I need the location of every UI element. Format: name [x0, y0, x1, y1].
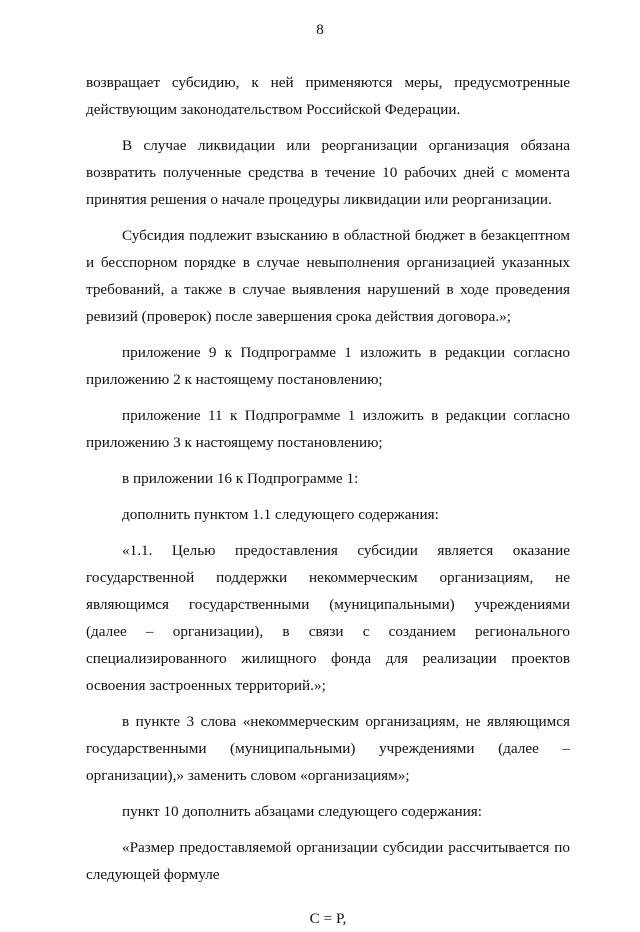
- paragraph-spacing: [86, 789, 570, 798]
- paragraph: [86, 69, 570, 123]
- text-line: освоения застроенных территорий.»;: [86, 677, 326, 694]
- text-line: ревизий (проверок) после завершения срока действия договора.»;: [86, 308, 511, 325]
- paragraph: [86, 132, 570, 213]
- paragraph: [86, 708, 570, 789]
- text-line: следующей формуле: [86, 866, 220, 883]
- text-line: «1.1. Целью предоставления субсидии является оказание: [122, 542, 570, 559]
- paragraph: [86, 834, 570, 888]
- text-line: в пункте 3 слова «некоммерческим организациям, не являющимся: [122, 713, 570, 730]
- paragraph: [86, 537, 570, 699]
- text-line: приложению 2 к настоящему постановлению;: [86, 371, 383, 388]
- text-line: организации),» заменить словом «организациям»;: [86, 767, 410, 784]
- paragraph: [86, 339, 570, 393]
- paragraph-spacing: [86, 123, 570, 132]
- page-number: 8: [316, 22, 324, 38]
- text-line: специализированного жилищного фонда для реализации проектов: [86, 650, 570, 667]
- text-line: «Размер предоставляемой организации субсидии рассчитывается по: [122, 839, 570, 856]
- paragraph: [86, 402, 570, 456]
- text-line: в приложении 16 к Подпрограмме 1:: [122, 470, 359, 487]
- text-line: действующим законодательством Российской Федерации.: [86, 101, 461, 118]
- text-line: являющимся государственными (муниципальными) учреждениями: [86, 596, 570, 613]
- paragraph-spacing: [86, 888, 570, 897]
- text-line: возвращает субсидию, к ней применяются меры, предусмотренные: [86, 74, 570, 91]
- paragraph-spacing: [86, 825, 570, 834]
- text-line: возвратить полученные средства в течение 10 рабочих дней с момента: [86, 164, 570, 181]
- text-line: Субсидия подлежит взысканию в областной бюджет в безакцептном: [122, 227, 570, 244]
- paragraph: [86, 798, 570, 825]
- text-line: государственной поддержки некоммерческим организациям, не: [86, 569, 570, 586]
- formula: С = Р,: [309, 910, 347, 927]
- text-line: дополнить пунктом 1.1 следующего содержания:: [122, 506, 439, 523]
- text-line: В случае ликвидации или реорганизации организация обязана: [122, 137, 570, 154]
- paragraph-spacing: [86, 528, 570, 537]
- paragraph-spacing: [86, 393, 570, 402]
- paragraph: [86, 501, 570, 528]
- text-line: (далее – организации), в связи с созданием регионального: [86, 623, 570, 640]
- text-line: приложение 11 к Подпрограмме 1 изложить в редакции согласно: [122, 407, 570, 424]
- text-line: требований, а также в случае выявления нарушений в ходе проведения: [86, 281, 570, 298]
- text-line: приложение 9 к Подпрограмме 1 изложить в редакции согласно: [122, 344, 570, 361]
- text-line: и бесспорном порядке в случае невыполнения организацией указанных: [86, 254, 570, 271]
- paragraph-spacing: [86, 456, 570, 465]
- text-line: принятия решения о начале процедуры ликвидации или реорганизации.: [86, 191, 552, 208]
- paragraph-spacing: [86, 699, 570, 708]
- paragraph: [86, 465, 570, 492]
- text-line: пункт 10 дополнить абзацами следующего содержания:: [122, 803, 482, 820]
- paragraph-spacing: [86, 492, 570, 501]
- paragraph: [86, 222, 570, 330]
- text-line: приложению 3 к настоящему постановлению;: [86, 434, 383, 451]
- paragraph-spacing: [86, 213, 570, 222]
- paragraph-spacing: [86, 330, 570, 339]
- document-body: [86, 69, 570, 932]
- text-line: государственными (муниципальными) учреждениями (далее –: [86, 740, 570, 757]
